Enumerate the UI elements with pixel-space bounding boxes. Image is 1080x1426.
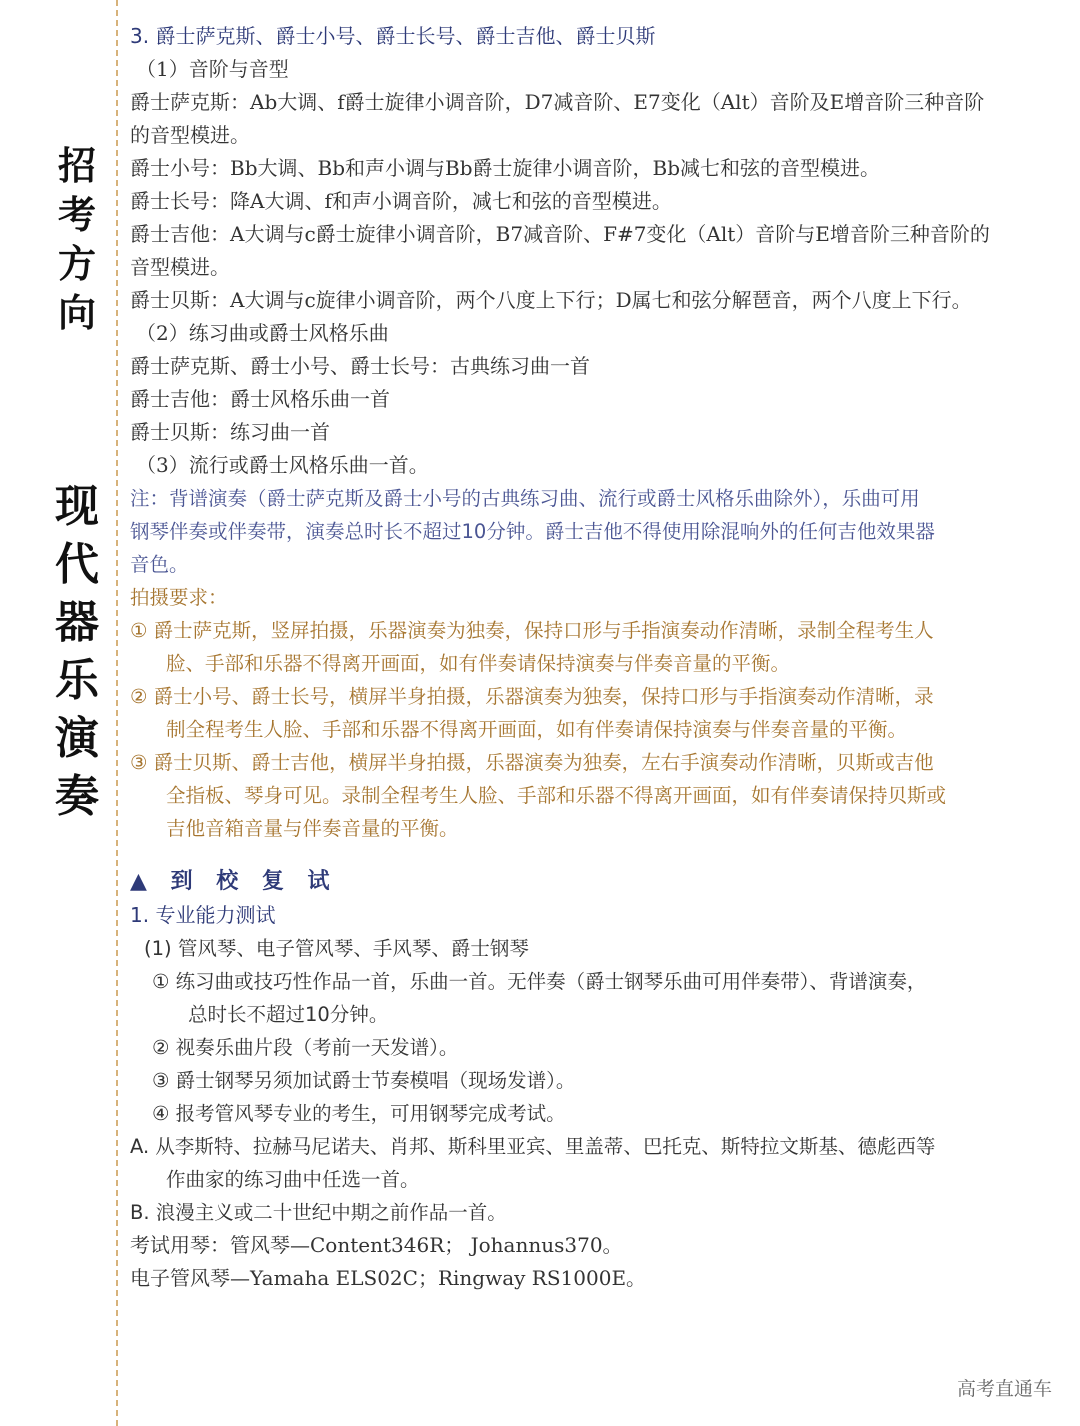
text-etude-winds: 爵士萨克斯、爵士小号、爵士长号：古典练习曲一首 (130, 354, 590, 378)
vertical-title-modern-instrument (52, 478, 102, 826)
char: 现 (55, 481, 99, 532)
text-sax-cont: 的音型模进。 (130, 123, 250, 147)
char: 招 (57, 144, 96, 188)
text-sax: 爵士萨克斯：Ab大调、f爵士旋律小调音阶，D7减音阶、E7变化（Alt）音阶及E增音阶三种音阶 (130, 90, 985, 114)
exam-instrument-electronic-organ: 电子管风琴—Yamaha ELS02C；Ringway RS1000E。 (130, 1266, 647, 1290)
option-b: B. 浪漫主义或二十世纪中期之前作品一首。 (130, 1201, 507, 1224)
dashed-divider (116, 0, 118, 1426)
text-trombone: 爵士长号：降A大调、f和声小调音阶，减七和弦的音型模进。 (130, 189, 672, 213)
filming-item-1-cont: 脸、手部和乐器不得离开画面，如有伴奏请保持演奏与伴奏音量的平衡。 (166, 652, 791, 675)
note-line-1: 注：背谱演奏（爵士萨克斯及爵士小号的古典练习曲、流行或爵士风格乐曲除外），乐曲可用 (130, 487, 920, 510)
filming-item-1: ① 爵士萨克斯，竖屏拍摄，乐器演奏为独奏，保持口形与手指演奏动作清晰，录制全程考生人 (130, 619, 934, 642)
filming-item-2: ② 爵士小号、爵士长号，横屏半身拍摄，乐器演奏为独奏，保持口形与手指演奏动作清晰，录 (130, 685, 934, 708)
watermark: 高考直通车 (956, 1378, 1052, 1400)
char: 考 (57, 193, 96, 237)
document-body (130, 20, 1060, 1295)
text-etude-guitar: 爵士吉他：爵士风格乐曲一首 (130, 387, 390, 411)
text-guitar: 爵士吉他：A大调与c爵士旋律小调音阶，B7减音阶、F#7变化（Alt）音阶与E增音阶三种音阶的 (130, 222, 990, 246)
char: 向 (57, 291, 96, 335)
text-bass: 爵士贝斯：A大调与c旋律小调音阶，两个八度上下行；D属七和弦分解琶音，两个八度上下行。 (130, 288, 972, 312)
side-column (0, 0, 118, 1426)
option-a: A. 从李斯特、拉赫马尼诺夫、肖邦、斯科里亚宾、里盖蒂、巴托克、斯特拉文斯基、德彪西等 (130, 1135, 936, 1158)
text-guitar-cont: 音型模进。 (130, 255, 230, 279)
text-trumpet: 爵士小号：Bb大调、Bb和声小调与Bb爵士旋律小调音阶，Bb减七和弦的音型模进。 (130, 156, 880, 180)
keyboard-item-1: ① 练习曲或技巧性作品一首，乐曲一首。无伴奏（爵士钢琴乐曲可用伴奏带）、背谱演奏， (152, 970, 927, 993)
char: 器 (55, 597, 99, 648)
keyboard-item-1-cont: 总时长不超过10分钟。 (188, 1003, 389, 1026)
subheading-keyboards: (1) 管风琴、电子管风琴、手风琴、爵士钢琴 (144, 937, 529, 960)
keyboard-item-4: ④ 报考管风琴专业的考生，可用钢琴完成考试。 (152, 1102, 566, 1125)
vertical-title-admission-direction (52, 142, 102, 338)
heading-jazz-instruments: 3. 爵士萨克斯、爵士小号、爵士长号、爵士吉他、爵士贝斯 (130, 24, 656, 48)
filming-item-2-cont: 制全程考生人脸、手部和乐器不得离开画面，如有伴奏请保持演奏与伴奏音量的平衡。 (166, 718, 908, 741)
heading-professional-test: 1. 专业能力测试 (130, 903, 276, 927)
char: 代 (55, 539, 99, 590)
subheading-scales: （1）音阶与音型 (136, 57, 289, 81)
subheading-etudes: （2）练习曲或爵士风格乐曲 (136, 321, 389, 345)
section-onsite-retest: ▲ 到 校 复 试 (130, 869, 338, 894)
note-line-3: 音色。 (130, 553, 189, 576)
option-a-cont: 作曲家的练习曲中任选一首。 (166, 1168, 420, 1191)
filming-requirements-title: 拍摄要求： (130, 586, 228, 609)
char: 演 (55, 713, 99, 764)
subheading-pop: （3）流行或爵士风格乐曲一首。 (136, 453, 429, 477)
filming-item-3-cont: 全指板、琴身可见。录制全程考生人脸、手部和乐器不得离开画面，如有伴奏请保持贝斯或 (166, 784, 947, 807)
char: 奏 (55, 771, 99, 822)
note-line-2: 钢琴伴奏或伴奏带，演奏总时长不超过10分钟。爵士吉他不得使用除混响外的任何吉他效果器 (130, 520, 935, 543)
filming-item-3-cont2: 吉他音箱音量与伴奏音量的平衡。 (166, 817, 459, 840)
char: 乐 (55, 655, 99, 706)
keyboard-item-2: ② 视奏乐曲片段（考前一天发谱）。 (152, 1036, 459, 1059)
keyboard-item-3: ③ 爵士钢琴另须加试爵士节奏模唱（现场发谱）。 (152, 1069, 576, 1092)
exam-instrument-organ: 考试用琴：管风琴—Content346R； Johannus370。 (130, 1233, 623, 1257)
char: 方 (57, 242, 96, 286)
filming-item-3: ③ 爵士贝斯、爵士吉他，横屏半身拍摄，乐器演奏为独奏，左右手演奏动作清晰，贝斯或吉他 (130, 751, 934, 774)
text-etude-bass: 爵士贝斯：练习曲一首 (130, 420, 330, 444)
